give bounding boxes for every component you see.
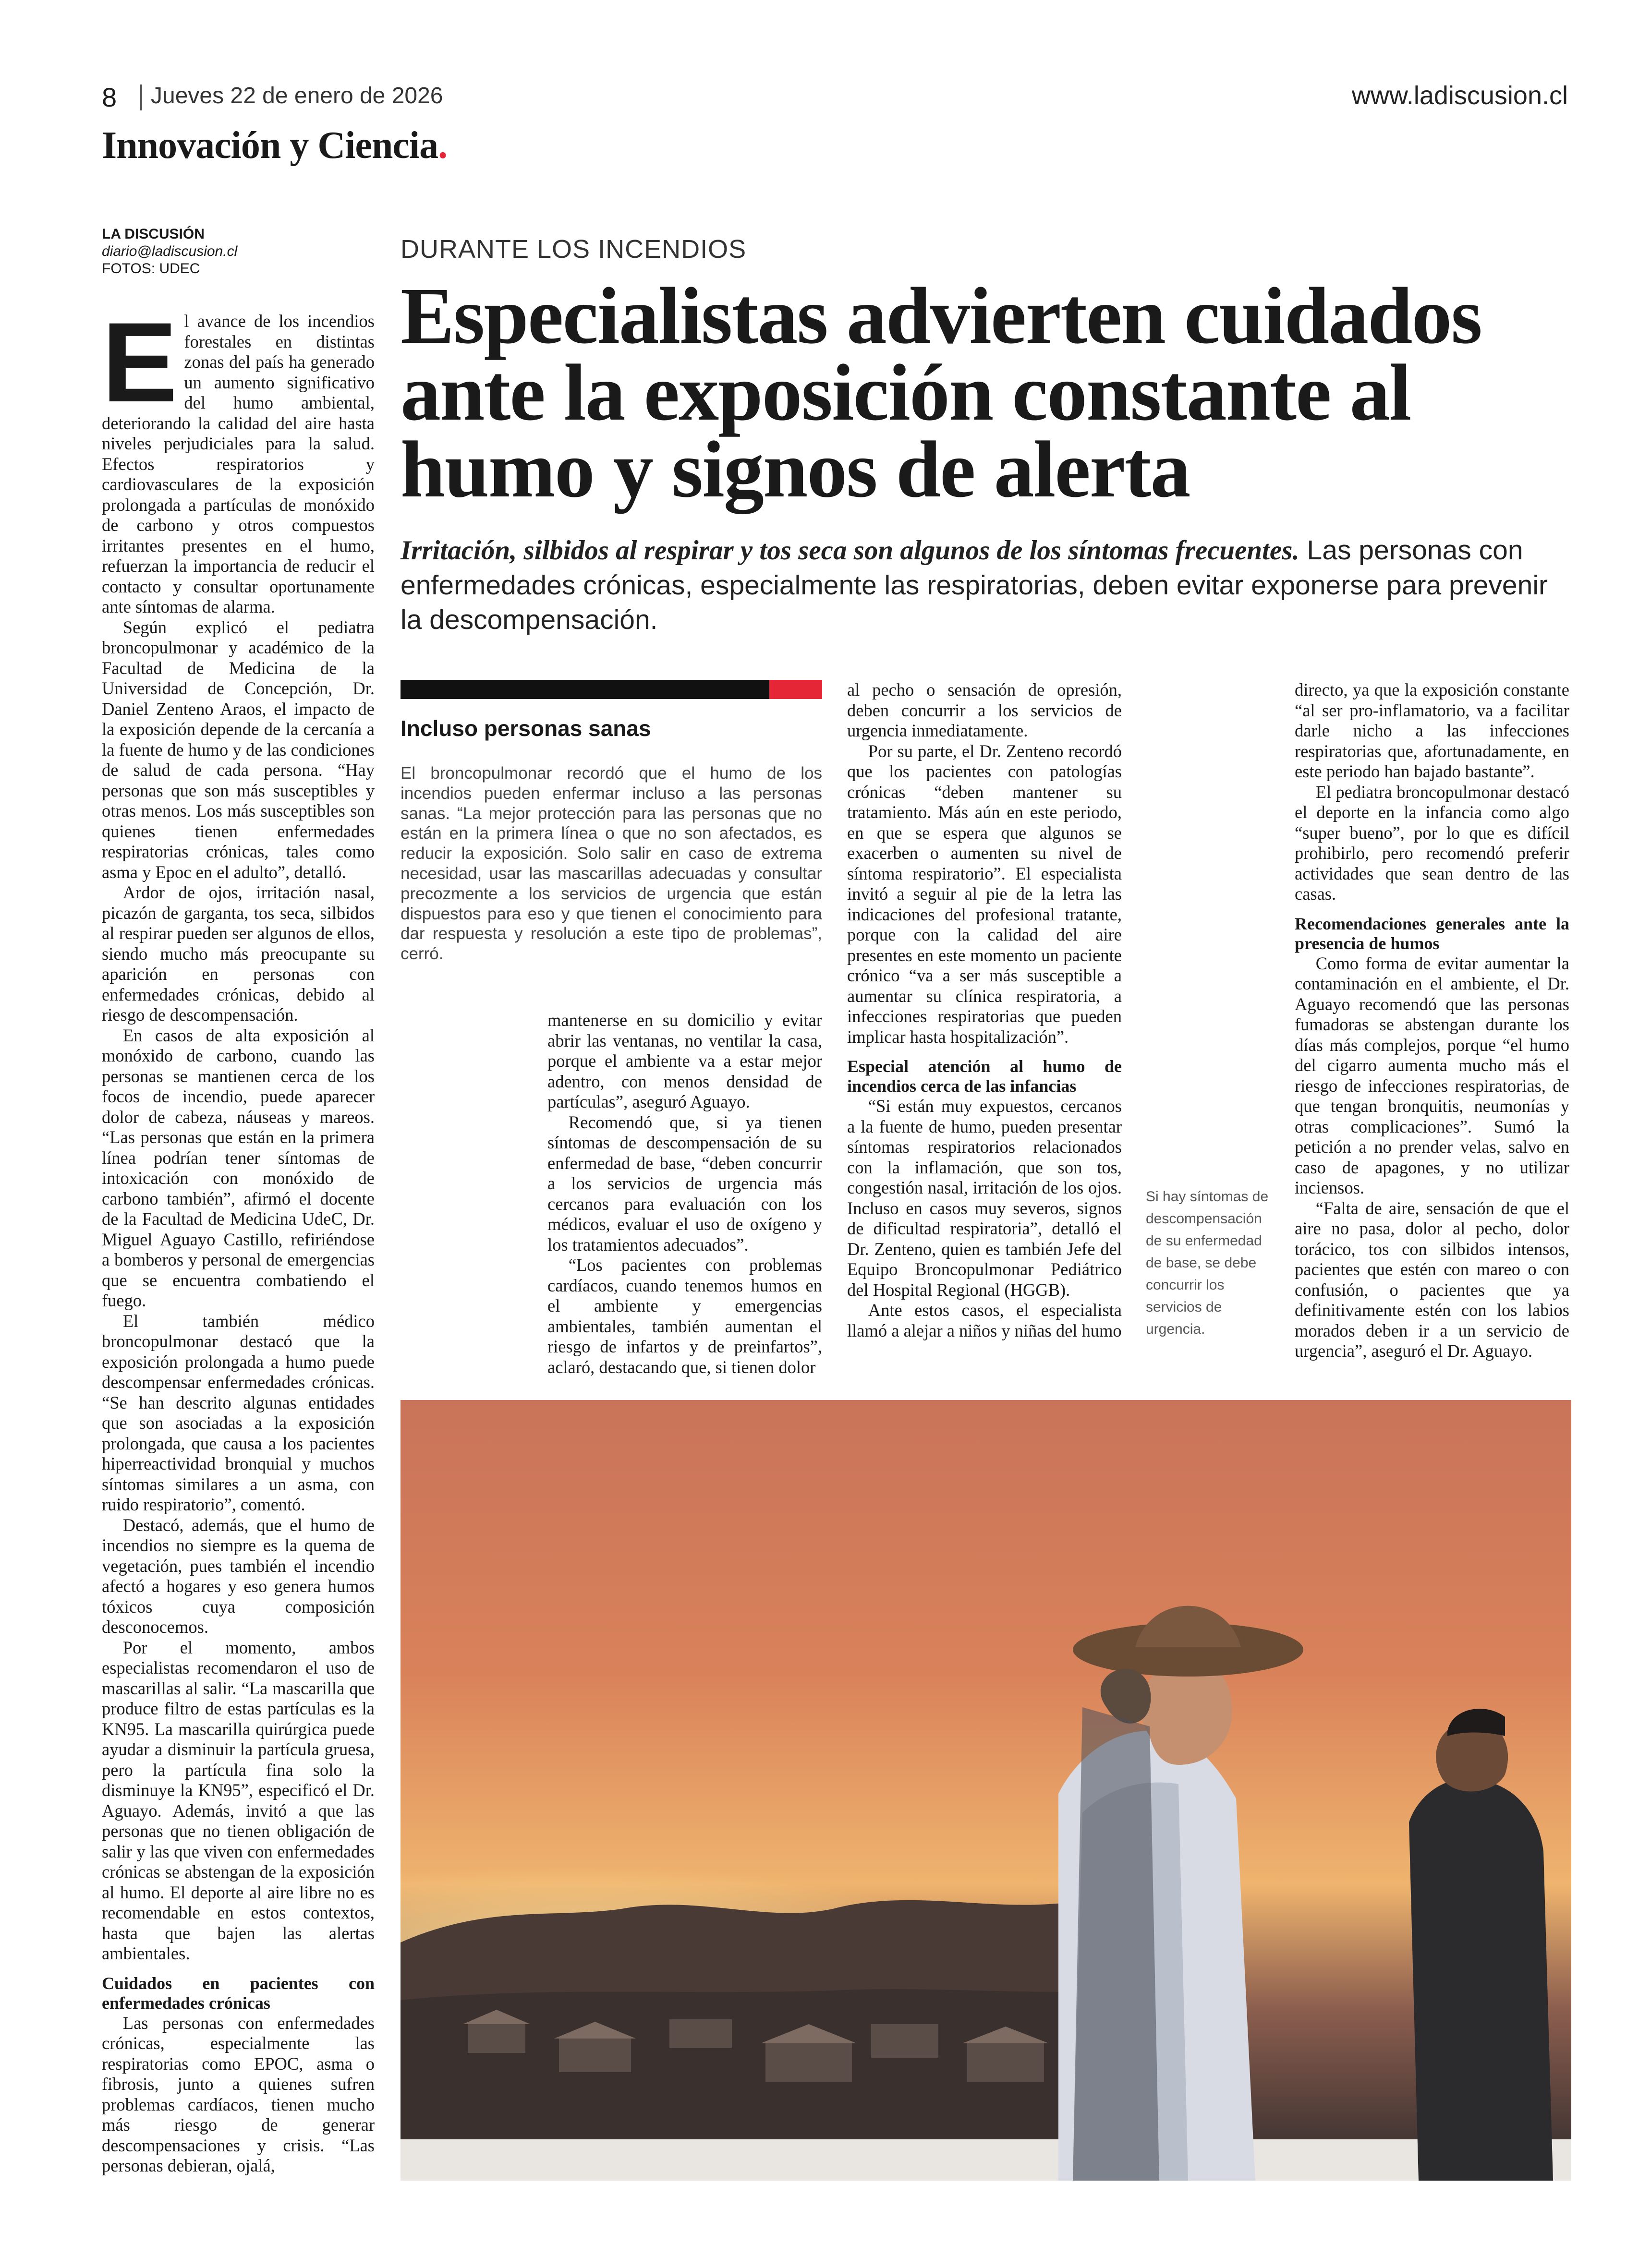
deck-lead: Irritación, silbidos al respirar y tos seca son algunos de los síntomas frecuentes. <box>401 535 1299 566</box>
paragraph: El pediatra broncopulmonar destacó el deporte en la infancia como algo “super bueno”, por lo que es difícil prohibirlo, pero recomendó preferir actividades que sean dentro de las casas. <box>1295 782 1569 904</box>
headline: Especialistas advierten cuidados ante la exposición constante al humo y signos de alerta <box>401 271 1481 514</box>
section-title <box>102 124 447 168</box>
page-number: 8 <box>102 82 117 112</box>
column-1 <box>102 299 375 2176</box>
paragraph: “Los pacientes con problemas cardíacos, cuando tenemos humos en el ambiente y emergencias ambientales, también aumentan el riesgo de infartos y de preinfartos”, aclaró, destacando que, si tienen dolor <box>547 1255 822 1377</box>
smoke-sky-photo <box>401 1400 1571 2181</box>
article-photo <box>401 1400 1571 2181</box>
kicker: DURANTE LOS INCENDIOS <box>401 235 747 264</box>
box-title: Incluso personas sanas <box>401 716 651 741</box>
box-bar <box>401 680 769 699</box>
paragraph: El también médico broncopulmonar destacó que la exposición prolongada a humo puede descompensar enfermedades crónicas. “Se han descrito algunas entidades que son asociadas a la exposición prolongada, que causa a los pacientes hiperreactividad bronquial y muchos síntomas similares a un asma, con ruido respiratorio”, comentó. <box>102 1311 375 1514</box>
paragraph: Por el momento, ambos especialistas recomendaron el uso de mascarillas al salir. “La mascarilla que produce filtro de estas partículas es la KN95. La mascarilla quirúrgica puede ayudar a disminuir la partícula gruesa, pero la partícula fina solo la disminuye la KN95”, especificó el Dr. Aguayo. Además, invitó a que las personas que no tienen obligación de salir y las que viven con enfermedades crónicas se abstengan de la exposición al humo. El deporte al aire libre no es recomendable en estos contextos, hasta que bajen las alertas ambientales. <box>102 1637 375 1963</box>
site-url[interactable]: www.ladiscusion.cl <box>1351 81 1568 110</box>
paragraph: Según explicó el pediatra broncopulmonar y académico de la Facultad de Medicina de la Universidad de Concepción, Dr. Daniel Zenteno Araos, el impacto de la exposición depende de la cercanía a la fuente de humo y de las condiciones de salud de cada persona. “Hay personas que son más susceptibles y otras menos. Los más susceptibles son quienes tienen enfermedades respiratorias crónicas, tales como asma y Epoc en el adulto”, detalló. <box>102 617 375 882</box>
paragraph: En casos de alta exposición al monóxido de carbono, cuando las personas se mantienen cerca de los focos de incendio, puede aparecer dolor de cabeza, náuseas y mareos. “Las personas que están en la primera línea podrían tener síntomas de intoxicación con monóxido de carbono también”, afirmó el docente de la Facultad de Medicina UdeC, Dr. Miguel Aguayo Castillo, refiriéndose a bomberos y personal de emergencias que se encuentra combatiendo el fuego. <box>102 1025 375 1310</box>
byline <box>102 226 237 277</box>
paragraph: Ante estos casos, el especialista llamó a alejar a niños y niñas del humo <box>847 1300 1122 1340</box>
paragraph: directo, ya que la exposición constante “al ser pro-inflamatorio, va a facilitar darle nicho a las infecciones respiratorias que, afortunadamente, en este periodo han bajado bastante”. <box>1295 680 1569 781</box>
paragraph: mantenerse en su domicilio y evitar abrir las ventanas, no ventilar la casa, porque el ambiente va a estar mejor adentro, con menos densidad de partículas”, aseguró Aguayo. <box>547 1010 822 1111</box>
paragraph: Como forma de evitar aumentar la contaminación en el ambiente, el Dr. Aguayo recomendó que las personas fumadoras se abstengan durante los días más complejos, porque “el humo del cigarro aumenta mucho más el riesgo de infecciones respiratorias, de que tengan bronquitis, neumonías y otras complicaciones”. Sumó la petición a no prender velas, salvo en caso de apagones, y no utilizar inciensos. <box>1295 953 1569 1197</box>
paragraph: Ardor de ojos, irritación nasal, picazón de garganta, tos seca, silbidos al respirar pueden ser algunos de ellos, siendo mucho más preocupante su aparición en personas con enfermedades crónicas, debido al riesgo de descompensación. <box>102 882 375 1025</box>
subheading: Cuidados en pacientes con enfermedades crónicas <box>102 1973 375 2013</box>
paragraph: “Falta de aire, sensación de que el aire no pasa, dolor al pecho, dolor torácico, tos con silbidos intensos, pacientes que estén con mareo o con confusión, o pacientes que ya definitivamente estén con los labios morados deben ir a un servicio de urgencia”, aseguró el Dr. Aguayo. <box>1295 1198 1569 1361</box>
paragraph: Recomendó que, si ya tienen síntomas de descompensación de su enfermedad de base, “deben concurrir a los servicios de urgencia más cercanos para evaluación con los médicos, evaluar el uso de oxígeno y los tratamientos adecuados”. <box>547 1112 822 1255</box>
paragraph: “Si están muy expuestos, cercanos a la fuente de humo, pueden presentar síntomas respiratorios relacionados con la inflamación, que son tos, congestión nasal, irritación de los ojos. Incluso en casos muy severos, signos de dificultad respiratoria”, detalló el Dr. Zenteno, quien es también Jefe del Equipo Broncopulmonar Pediátrico del Hospital Regional (HGGB). <box>847 1096 1122 1300</box>
section-dot: . <box>438 124 448 167</box>
byline-org: LA DISCUSIÓN <box>102 226 205 242</box>
deck <box>401 533 1572 637</box>
paragraph: Las personas con enfermedades crónicas, especialmente las respiratorias como EPOC, asma o fibrosis, junto a quienes sufren problemas cardíacos, tienen mucho más riesgo de generar descompensaciones y crisis. “Las personas debieran, ojalá, <box>102 2013 375 2175</box>
paragraph: al pecho o sensación de opresión, deben concurrir a los servicios de urgencia inmediatamente. <box>847 680 1122 740</box>
paragraph: Destacó, además, que el humo de incendios no siempre es la quema de vegetación, pues también el incendio afectó a hogares y eso genera humos tóxicos cuya composición desconocemos. <box>102 1515 375 1637</box>
paragraph: l avance de los incendios forestales en distintas zonas del país ha generado un aumento significativo del humo ambiental, deteriorando la calidad del aire hasta niveles perjudiciales para la salud. Efectos respiratorios y cardiovasculares de la exposición prolongada a partículas de monóxido de carbono y otros compuestos irritantes presentes en el humo, refuerzan la importancia de reducir el contacto y consultar oportunamente ante síntomas de alarma. <box>102 311 375 616</box>
issue-date: Jueves 22 de enero de 2026 <box>151 83 443 109</box>
section-title-text: Innovación y Ciencia <box>102 124 438 167</box>
dropcap: E <box>102 299 178 426</box>
column-3 <box>847 680 1122 1341</box>
box-bar-accent <box>769 680 822 699</box>
side-note: Si hay síntomas de descompensación de su enfermedad de base, se debe concurrir los servicios de urgencia. <box>1146 1189 1269 1337</box>
box-text: El broncopulmonar recordó que el humo de los incendios pueden enfermar incluso a las personas sanas. “La mejor protección para las personas que no están en la primera línea o que no son afectados, es reducir la exposición. Solo salir en caso de extrema necesidad, usar las mascarillas adecuadas y consultar precozmente a los servicios de urgencia que están dispuestos para eso y que tienen el conocimiento para dar respuesta y resolución a este tipo de problemas”, cerró. <box>401 764 822 964</box>
column-2 <box>547 1010 822 1377</box>
header-divider <box>140 84 142 110</box>
paragraph: Por su parte, el Dr. Zenteno recordó que los pacientes con patologías crónicas “deben mantener su tratamiento. Más aún en este periodo, en que se espera que algunos se exacerben o aumenten su nivel de síntoma respiratorio”. El especialista invitó a seguir al pie de la letra las indicaciones del profesional tratante, porque con la calidad del aire presentes en este momento un paciente crónico “va a ser más susceptible a aumentar su clínica respiratoria, a infecciones respiratorias que pueden implicar hasta hospitalización”. <box>847 741 1122 1047</box>
subheading: Recomendaciones generales ante la presencia de humos <box>1295 914 1569 953</box>
column-4 <box>1295 680 1569 1362</box>
subheading: Especial atención al humo de incendios cerca de las infancias <box>847 1057 1122 1096</box>
byline-photos: FOTOS: UDEC <box>102 261 200 277</box>
deck-rest: Las personas con enfermedades crónicas, especialmente las respiratorias, deben evitar exponerse para prevenir la descompensación. <box>401 535 1548 635</box>
byline-email[interactable]: diario@ladiscusion.cl <box>102 243 238 259</box>
